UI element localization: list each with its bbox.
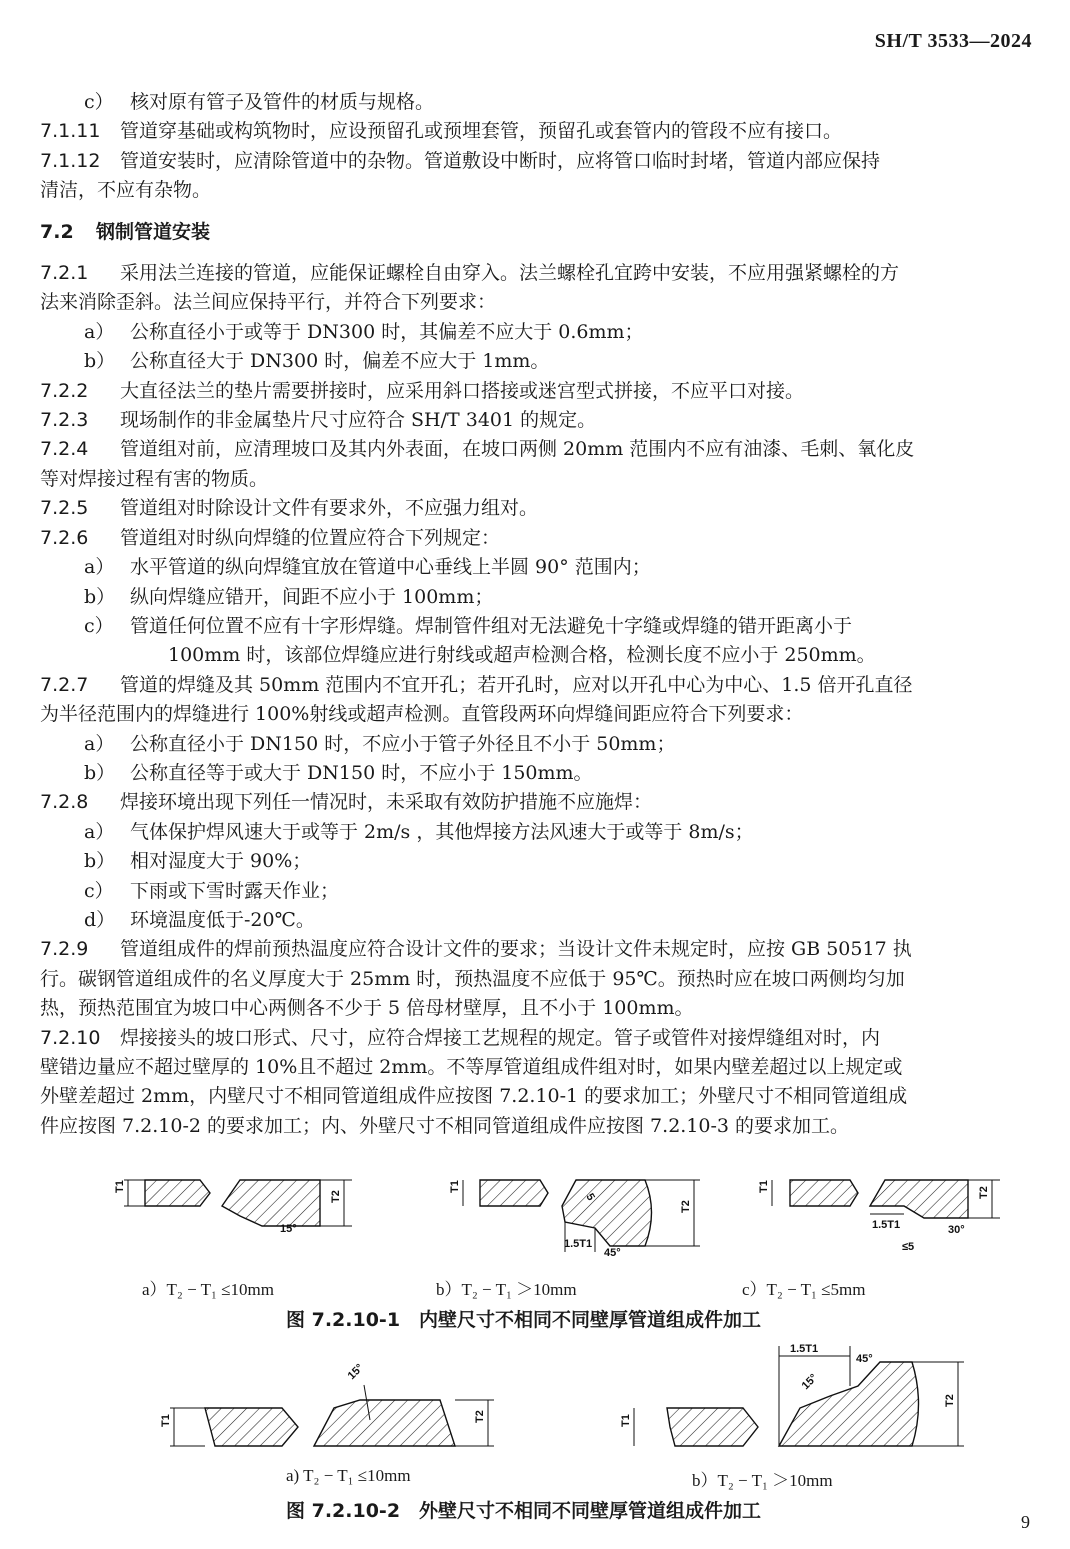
section-number: 7.2 (40, 220, 74, 243)
paragraph-continuation: 外壁差超过 2mm，内壁尺寸不相同管道组成件应按图 7.2.10-1 的要求加工；外壁尺寸不相同管道组成 (40, 1085, 908, 1108)
fig1-sub-b: b）T₂ − T₁ ＞10mm (436, 1280, 577, 1299)
clause-text: 管道的焊缝及其 50mm 范围内不宜开孔；若开孔时，应对以开孔中心为中心、1.5 倍开孔直径 (120, 673, 913, 696)
list-item-text: 相对湿度大于 90%； (130, 850, 312, 873)
list-item-label: b） (84, 850, 116, 873)
fig1b-r5-label: 5 (583, 1191, 597, 1203)
fig2-sub-b: b）T₂ − T₁ ＞10mm (692, 1471, 833, 1490)
standard-code: SH/T 3533—2024 (874, 30, 1032, 52)
clause-number: 7.2.1 (40, 262, 89, 285)
fig2b-thin-pipe (667, 1408, 758, 1446)
clause-number: 7.2.5 (40, 497, 89, 520)
clause-number: 7.2.2 (40, 379, 89, 402)
list-item-label: a） (84, 732, 115, 755)
fig1a-t1-label: T1 (114, 1180, 126, 1193)
clause-number: 7.2.9 (40, 938, 89, 961)
list-item-text: 纵向焊缝应错开，间距不应小于 100mm； (130, 585, 494, 608)
clause-text: 焊接环境出现下列任一情况时，未采取有效防护措施不应施焊： (120, 791, 653, 814)
list-item-text: 核对原有管子及管件的材质与规格。 (130, 91, 435, 113)
clause-text: 管道穿基础或构筑物时，应设预留孔或预埋套管，预留孔或套管内的管段不应有接口。 (120, 120, 843, 143)
fig1a-thin-pipe (145, 1180, 210, 1206)
paragraph-continuation: 法来消除歪斜。法兰间应保持平行，并符合下列要求： (40, 291, 497, 314)
list-item-text: 公称直径等于或大于 DN150 时，不应小于 150mm。 (130, 761, 593, 784)
fig2a-t2-label: T2 (474, 1410, 486, 1423)
list-item-text: 气体保护焊风速大于或等于 2m/s ，其他焊接方法风速大于或等于 8m/s； (130, 820, 754, 843)
clause-text: 管道安装时，应清除管道中的杂物。管道敷设中断时，应将管口临时封堵，管道内部应保持 (120, 149, 881, 172)
list-item-label: c） (84, 879, 114, 902)
fig1a-angle-label: 15° (280, 1223, 297, 1235)
list-item-label: b） (84, 350, 116, 373)
fig2a-drawing (160, 1362, 494, 1446)
fig2a-angle-label: 15° (345, 1361, 366, 1383)
list-item-label: a） (84, 320, 115, 343)
fig1-title: 图 7.2.10-1 内壁尺寸不相同不同壁厚管道组成件加工 (286, 1309, 762, 1331)
fig1c-thin-pipe (790, 1180, 858, 1206)
fig1b-t2-label: T2 (680, 1200, 692, 1213)
list-item-label: b） (84, 761, 116, 784)
fig1c-thick-pipe (870, 1180, 968, 1218)
clause-number: 7.2.7 (40, 673, 89, 696)
paragraph-continuation: 等对焊接过程有害的物质。 (40, 467, 269, 490)
paragraph-continuation: 件应按图 7.2.10-2 的要求加工；内、外壁尺寸不相同管道组成件应按图 7.2.10-3 的要求加工。 (40, 1114, 850, 1137)
list-item-continuation: 100mm 时，该部位焊缝应进行射线或超声检测合格，检测长度不应小于 250mm。 (168, 644, 876, 667)
list-item-text: 水平管道的纵向焊缝宜放在管道中心垂线上半圆 90° 范围内； (130, 556, 651, 579)
fig2-title: 图 7.2.10-2 外壁尺寸不相同不同壁厚管道组成件加工 (286, 1500, 762, 1522)
paragraph-continuation: 壁错边量应不超过壁厚的 10%且不超过 2mm。不等厚管道组成件组对时，如果内壁差超过以上规定或 (40, 1056, 903, 1078)
fig1c-t1-label: T1 (758, 1180, 770, 1193)
paragraph-continuation: 行。碳钢管道组成件的名义厚度大于 25mm 时，预热温度不应低于 95℃。预热时应在坡口两侧均匀加 (40, 967, 905, 990)
list-item-text: 公称直径小于 DN150 时，不应小于管子外径且不小于 50mm； (130, 732, 676, 755)
fig1a-thick-pipe (222, 1180, 320, 1226)
list-item-label: a） (84, 556, 115, 579)
fig1b-thick-pipe (562, 1180, 652, 1246)
fig1a-drawing (114, 1180, 352, 1235)
section-title: 钢制管道安装 (96, 220, 211, 243)
clause-text: 焊接接头的坡口形式、尺寸，应符合焊接工艺规程的规定。管子或管件对接焊缝组对时，内 (120, 1026, 881, 1049)
page-number: 9 (1021, 1512, 1030, 1532)
fig1b-drawing (449, 1180, 700, 1259)
fig2b-angle15-label: 15° (799, 1371, 820, 1393)
fig1-sub-a: a）T₂ − T₁ ≤10mm (142, 1280, 274, 1299)
list-item-text: 公称直径小于或等于 DN300 时，其偏差不应大于 0.6mm； (130, 320, 644, 343)
fig1b-thin-pipe (480, 1180, 548, 1206)
list-item-text: 公称直径大于 DN300 时，偏差不应大于 1mm。 (130, 350, 550, 373)
list-item-label: d） (84, 908, 116, 931)
fig2a-thick-pipe (314, 1400, 455, 1446)
fig1c-le5-label: ≤5 (902, 1241, 915, 1253)
clause-text: 大直径法兰的垫片需要拼接时，应采用斜口搭接或迷宫型式拼接，不应平口对接。 (120, 379, 805, 402)
clause-number: 7.2.4 (40, 438, 89, 461)
list-item-text: 环境温度低于-20℃。 (130, 908, 315, 931)
list-item-label: c） (84, 91, 114, 113)
list-item-label: c） (84, 614, 114, 637)
fig1-sub-c: c）T₂ − T₁ ≤5mm (742, 1280, 866, 1299)
fig1b-angle-label: 45° (604, 1247, 621, 1259)
fig2b-d15t1-label: 1.5T1 (790, 1343, 819, 1355)
clause-number: 7.2.8 (40, 791, 89, 814)
clause-number: 7.2.10 (40, 1026, 101, 1049)
clause-number: 7.1.11 (40, 120, 101, 143)
fig2b-t2-label: T2 (944, 1394, 956, 1407)
fig2b-t1-label: T1 (620, 1414, 632, 1427)
fig1c-angle-label: 30° (948, 1224, 965, 1236)
fig1b-d15t1-label: 1.5T1 (564, 1238, 593, 1250)
fig1c-d15t1-label: 1.5T1 (872, 1219, 901, 1231)
list-item-text: 管道任何位置不应有十字形焊缝。焊制管件组对无法避免十字缝或焊缝的错开距离小于 (130, 614, 853, 637)
fig1b-t1-label: T1 (449, 1180, 461, 1193)
fig2a-t1-label: T1 (160, 1414, 172, 1427)
fig2a-thin-pipe (205, 1408, 298, 1446)
fig2-sub-a: a) T₂ − T₁ ≤10mm (286, 1466, 411, 1485)
clause-number: 7.1.12 (40, 149, 101, 172)
list-item-text: 下雨或下雪时露天作业； (130, 879, 340, 902)
paragraph-continuation: 为半径范围内的焊缝进行 100%射线或超声检测。直管段两环向焊缝间距应符合下列要求： (40, 703, 804, 726)
fig1c-drawing (758, 1180, 1000, 1253)
fig2b-angle45-label: 45° (856, 1353, 873, 1365)
clause-text: 现场制作的非金属垫片尺寸应符合 SH/T 3401 的规定。 (120, 409, 597, 432)
paragraph-continuation: 热，预热范围宜为坡口中心两侧各不少于 5 倍母材壁厚，且不小于 100mm。 (40, 997, 694, 1020)
clause-text: 管道组对时除设计文件有要求外，不应强力组对。 (120, 497, 539, 520)
clause-text: 管道组对时纵向焊缝的位置应符合下列规定： (120, 526, 501, 549)
fig2b-drawing (620, 1343, 964, 1446)
clause-text: 管道组对前，应清理坡口及其内外表面，在坡口两侧 20mm 范围内不应有油漆、毛刺、氧化皮 (120, 438, 915, 461)
fig1c-t2-label: T2 (978, 1186, 990, 1199)
clause-number: 7.2.6 (40, 526, 89, 549)
fig2b-thick-pipe (779, 1362, 919, 1446)
list-item-label: b） (84, 585, 116, 608)
clause-text: 管道组成件的焊前预热温度应符合设计文件的要求；当设计文件未规定时，应按 GB 50517 执 (120, 938, 912, 961)
clause-number: 7.2.3 (40, 409, 89, 432)
fig1a-t2-label: T2 (330, 1190, 342, 1203)
paragraph-continuation: 清洁，不应有杂物。 (40, 179, 212, 202)
list-item-label: a） (84, 820, 115, 843)
clause-text: 采用法兰连接的管道，应能保证螺栓自由穿入。法兰螺栓孔宜跨中安装，不应用强紧螺栓的方 (120, 262, 900, 285)
